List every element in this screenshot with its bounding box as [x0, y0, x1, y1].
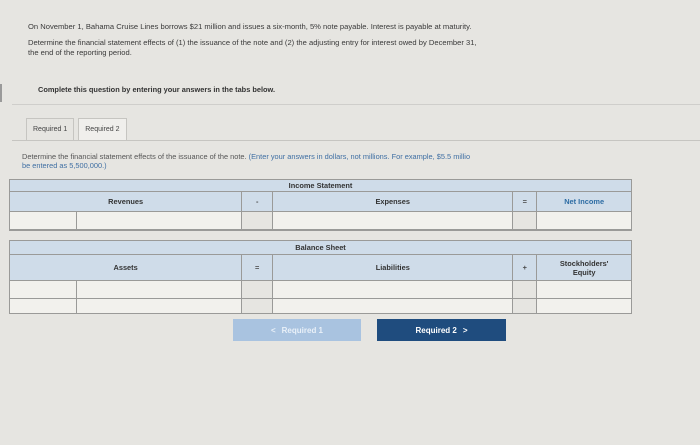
problem-statement — [28, 22, 698, 58]
liabilities-input[interactable] — [273, 281, 512, 298]
expenses-header: Expenses — [273, 192, 513, 212]
revenues-cell — [77, 212, 242, 230]
assets-header: Assets — [10, 255, 242, 281]
bs-label-cell-2 — [10, 299, 77, 313]
task-instructions — [22, 152, 700, 170]
tab-required-1[interactable]: Required 1 — [26, 118, 74, 140]
liabilities-input-2[interactable] — [273, 299, 512, 313]
equity-header-line-2: Equity — [572, 267, 596, 277]
balance-sheet-title: Balance Sheet — [10, 241, 631, 255]
equity-input-2[interactable] — [537, 299, 631, 313]
assets-input-2[interactable] — [77, 299, 241, 313]
task-hint: (Enter your answers in dollars, not millions. For example, $5.5 millio — [248, 152, 471, 161]
problem-line-2: Determine the financial statement effects of (1) the issuance of the note and (2) the adjusting entry for interest owed by December 31, — [28, 38, 477, 47]
prev-button-label: Required 1 — [281, 325, 323, 335]
equals-spacer — [513, 212, 537, 230]
bs-equals-spacer-2 — [242, 299, 273, 313]
revenues-header: Revenues — [10, 192, 242, 212]
chevron-right-icon: > — [462, 325, 468, 335]
assets-input[interactable] — [77, 281, 241, 298]
bs-label-input-2[interactable] — [10, 299, 76, 313]
stockholders-equity-header — [537, 255, 631, 281]
revenues-input[interactable] — [77, 212, 241, 229]
bs-equals-operator: = — [242, 255, 273, 281]
expenses-input[interactable] — [273, 212, 512, 229]
bs-label-cell — [10, 281, 77, 299]
liabilities-cell — [273, 281, 513, 299]
section-divider — [12, 104, 700, 105]
expenses-cell — [273, 212, 513, 230]
liabilities-cell-2 — [273, 299, 513, 313]
minus-operator: - — [242, 192, 273, 212]
instruction-text: Complete this question by entering your answers in the tabs below. — [38, 85, 276, 94]
equals-operator: = — [513, 192, 537, 212]
task-text: Determine the financial statement effects of the issuance of the note. — [22, 152, 247, 161]
equity-cell-2 — [537, 299, 631, 313]
bs-label-input[interactable] — [10, 281, 76, 298]
equity-input[interactable] — [537, 281, 631, 298]
plus-spacer — [513, 281, 537, 299]
tab-required-2[interactable]: Required 2 — [78, 118, 126, 140]
is-label-cell — [10, 212, 77, 230]
problem-line-3: the end of the reporting period. — [28, 48, 132, 57]
chevron-left-icon: < — [270, 325, 276, 335]
is-label-input[interactable] — [10, 212, 76, 229]
assets-cell — [77, 281, 242, 299]
net-income-input[interactable] — [537, 212, 631, 229]
balance-sheet-table — [9, 240, 632, 314]
income-statement-title: Income Statement — [10, 180, 631, 192]
bs-equals-spacer — [242, 281, 273, 299]
income-statement-table — [9, 179, 632, 231]
next-button-label: Required 2 — [415, 325, 457, 335]
minus-spacer — [242, 212, 273, 230]
liabilities-header: Liabilities — [273, 255, 513, 281]
plus-operator: + — [513, 255, 537, 281]
net-income-cell — [537, 212, 631, 230]
next-required-2-button[interactable] — [377, 319, 506, 341]
assets-cell-2 — [77, 299, 242, 313]
net-income-header: Net Income — [537, 192, 631, 212]
task-hint-continued: be entered as 5,500,000.) — [22, 161, 107, 170]
left-rail-divider — [0, 84, 6, 102]
equity-header-line-1: Stockholders' — [559, 258, 609, 268]
plus-spacer-2 — [513, 299, 537, 313]
equity-cell — [537, 281, 631, 299]
problem-line-1: On November 1, Bahama Cruise Lines borrows $21 million and issues a six-month, 5% note payable. Interest is payable at maturity. — [28, 22, 472, 31]
question-tabs — [26, 118, 127, 140]
previous-required-1-button[interactable] — [233, 319, 361, 341]
